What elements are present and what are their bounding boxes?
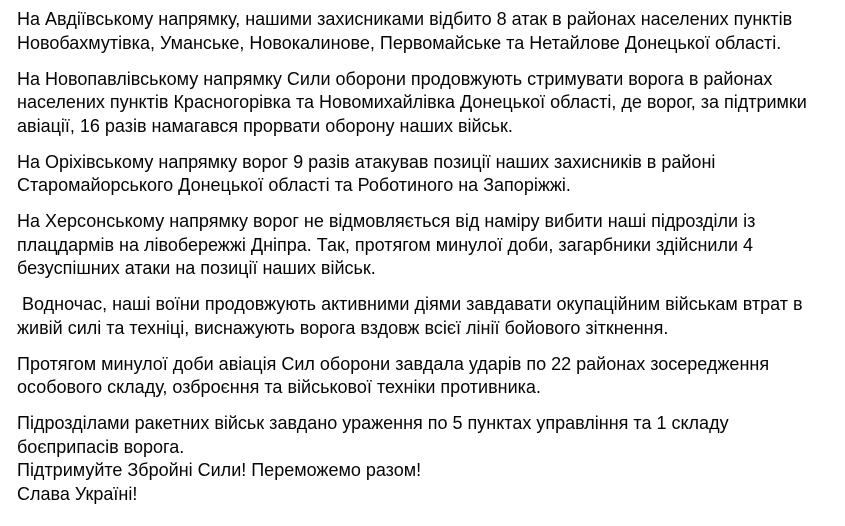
post-text bbox=[17, 8, 839, 506]
closing-glory-line: Слава Україні! bbox=[17, 483, 138, 504]
paragraph-kherson: На Херсонському напрямку ворог не відмовляється від наміру вибити наші підрозділи із плацдармів на лівобережжі Дніпра. Так, протягом минулої доби, загарбники здійснили 4 безуспішних атаки на позиції наших військ. bbox=[17, 211, 756, 278]
paragraph-missile-troops: Підрозділами ракетних військ завдано ураження по 5 пунктах управління та 1 складу боєприпасів ворога. bbox=[17, 413, 729, 457]
paragraph-orikhiv: На Оріхівському напрямку ворог 9 разів атакував позиції наших захисників в районі Старомайорського Донецької області та Роботиного на Запоріжжі. bbox=[17, 151, 716, 195]
paragraph-avdiivka: На Авдіївському напрямку, нашими захисниками відбито 8 атак в районах населених пунктів Новобахмутівка, Уманське, Новокалинове, Первомайське та Нетайлове Донецької області. bbox=[17, 9, 793, 53]
paragraph-aviation: Протягом минулої доби авіація Сил оборони завдала ударів по 22 районах зосередження особового складу, озброєння та військової техніки противника. bbox=[17, 353, 770, 397]
closing-support-line: Підтримуйте Збройні Сили! Переможемо разом! bbox=[17, 460, 422, 480]
paragraph-active-actions: Водночас, наші воїни продовжують активними діями завдавати окупаційним військам втрат в живій силі та техніці, виснажують ворога вздовж всієї лінії бойового зіткнення. bbox=[17, 294, 808, 338]
paragraph-novopavlivka: На Новопавлівському напрямку Сили оборони продовжують стримувати ворога в районах населених пунктів Красногорівка та Новомихайлівка Донецької області, де ворог, за підтримки авіації, 16 разів намагався прорвати оборону наших військ. bbox=[17, 68, 807, 136]
